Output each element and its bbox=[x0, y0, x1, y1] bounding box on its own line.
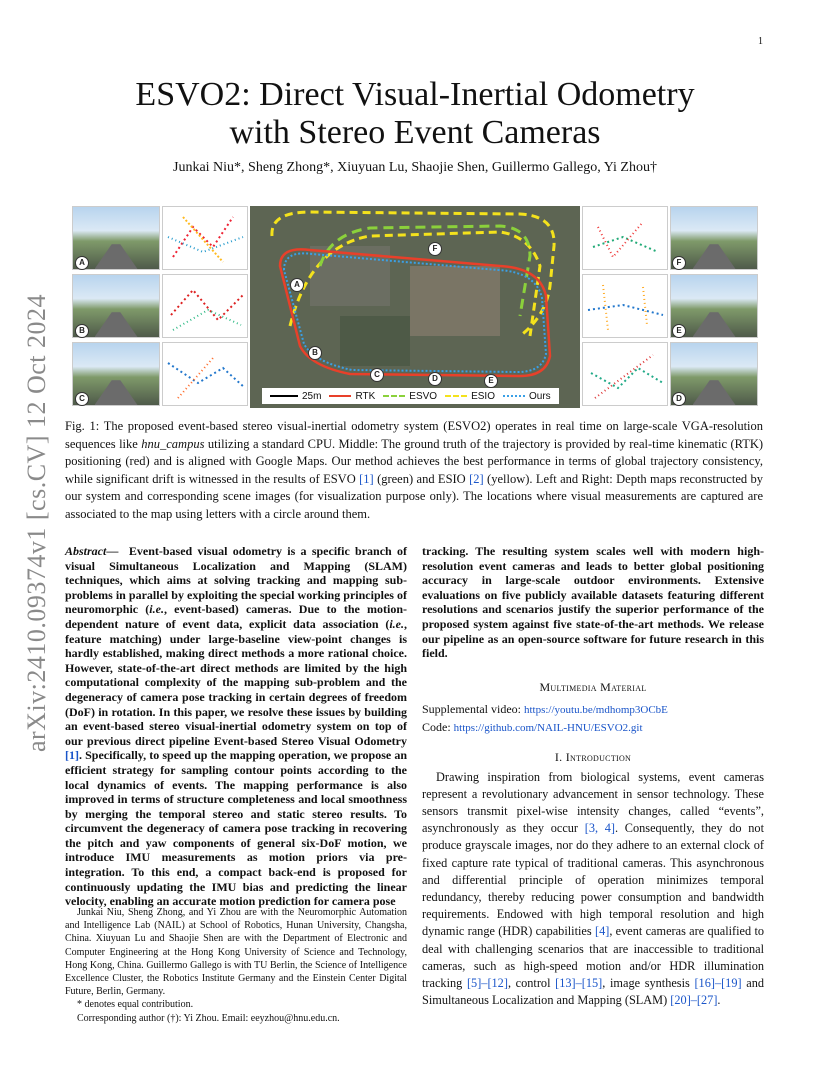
legend-esio bbox=[445, 391, 495, 402]
video-label: Supplemental video: bbox=[422, 701, 521, 716]
map-letter-e: E bbox=[484, 374, 498, 388]
caption-ref-1[interactable]: [1] bbox=[359, 471, 374, 486]
paper-title bbox=[72, 76, 758, 152]
intro-ref-2[interactable]: [4] bbox=[594, 924, 610, 939]
footnote-affiliations: Junkai Niu, Sheng Zhong, and Yi Zhou are with the Neuromorphic Automation and Intelligence Lab (NAIL) at School of Robotics, Hunan University, Changsha, China. Xiuyuan Lu and Shaojie Shen are with the Department of Electronic and Computer Engineering at the Hong Kong University of Science and Technology, Hong Kong, China. Guillermo Gallego is with TU Berlin, the Science of Intelligence Excellence Cluster, the Robotics Institute Germany and the Einstein Center Digital Future, Berlin, Germany. bbox=[65, 907, 407, 998]
code-line bbox=[422, 719, 764, 737]
letter-badge-f: F bbox=[672, 256, 686, 270]
caption-text-3: (green) and ESIO bbox=[377, 471, 466, 486]
footnote bbox=[65, 906, 407, 1025]
title-line-1: ESVO2: Direct Visual-Inertial Odometry bbox=[135, 76, 695, 113]
caption-text-1: The proposed event-based stereo visual-inertial odometry system (ESVO2) operates in real time on large-scale VGA-resolution sequences like bbox=[65, 419, 764, 451]
abstract-label: Abstract bbox=[65, 544, 107, 558]
multimedia-section bbox=[422, 680, 764, 737]
depth-map-d bbox=[582, 342, 668, 406]
intro-text-7: . bbox=[717, 993, 721, 1008]
map-letter-a: A bbox=[290, 278, 304, 292]
depth-points-a bbox=[163, 207, 248, 270]
legend-esvo-label: ESVO bbox=[409, 390, 438, 402]
letter-badge-b: B bbox=[75, 324, 89, 338]
legend-rtk-label: RTK bbox=[355, 390, 376, 402]
supplemental-video-line bbox=[422, 701, 764, 719]
letter-badge-a: A bbox=[75, 256, 89, 270]
intro-ref-3[interactable]: [5]–[12] bbox=[466, 976, 508, 991]
abstract-continued bbox=[422, 544, 764, 661]
code-link[interactable]: https://github.com/NAIL-HNU/ESVO2.git bbox=[453, 721, 643, 734]
map-letter-b: B bbox=[308, 346, 322, 360]
code-label: Code: bbox=[422, 719, 451, 734]
video-link[interactable]: https://youtu.be/mdhomp3OCbE bbox=[523, 703, 668, 716]
map-letter-f: F bbox=[428, 242, 442, 256]
abstract-text-1: Event-based visual odometry is a specific branch of visual Simultaneous Localization and Mapping (SLAM) techniques, which aims at solving tracking and mapping sub-problems in parallel by exploiting the special working principles of neuromorphic ( bbox=[65, 544, 407, 617]
depth-points-b bbox=[163, 275, 248, 338]
footnote-equal-contribution: * denotes equal contribution. bbox=[77, 999, 194, 1011]
letter-badge-e: E bbox=[672, 324, 686, 338]
intro-text-3: , event cameras are qualified to deal with challenging scenarios that are inaccessible to traditional cameras, such as high-speed motion and/or HDR illumination tracking bbox=[422, 924, 765, 991]
depth-map-c bbox=[162, 342, 248, 406]
legend-rtk bbox=[329, 391, 375, 402]
depth-points-d bbox=[583, 343, 668, 406]
trajectory-map bbox=[250, 206, 580, 408]
intro-ref-4[interactable]: [13]–[15] bbox=[555, 976, 603, 991]
depth-points-c bbox=[163, 343, 248, 406]
map-legend bbox=[262, 388, 559, 404]
abstract: Abstract— Event-based visual odometry is a specific branch of visual Simultaneous Localization and Mapping (SLAM) techniques, which aims at solving tracking and mapping sub-problems in parallel by exploiting the special working principles of neuromorphic (i.e., event-based) cameras. Due to the motion-dependent nature of event data, explicit data association (i.e., feature matching) under large-baseline view-point changes is hardly established, making direct methods a more rational choice. However, state-of-the-art direct methods are limited by the high computational complexity of the mapping sub-problem and the degeneracy of camera pose tracking in certain degrees of freedom (DoF) in rotation. In this paper, we resolve these issues by building an event-based stereo visual-inertial odometry system on top of our previous direct pipeline Event-based Stereo Visual Odometry [1]. Specifically, to speed up the mapping operation, we propose an efficient strategy for sampling contour points according to the local dynamics of events. The mapping performance is also improved in terms of structure completeness and local smoothness by merging the temporal stereo and static stereo results. To circumvent the degeneracy of camera pose tracking in recovering the pitch and yaw components of general six-DoF motion, we introduce IMU measurements as motion priors via pre-integration. To this end, a compact back-end is proposed for continuously updating the IMU bias and predicting the linear velocity, enabling an accurate motion prediction for camera pose bbox=[65, 544, 407, 909]
arxiv-id-text: arXiv:2410.09374v1 [cs.CV] 12 Oct 2024 bbox=[22, 293, 51, 753]
depth-points-e bbox=[583, 275, 668, 338]
intro-ref-6[interactable]: [20]–[27] bbox=[670, 993, 718, 1008]
arxiv-watermark bbox=[18, 288, 56, 758]
intro-text-6: and Simultaneous Localization and Mapping (SLAM) bbox=[422, 976, 764, 1008]
title-line-2: with Stereo Event Cameras bbox=[229, 114, 601, 151]
intro-ref-5[interactable]: [16]–[19] bbox=[694, 976, 742, 991]
multimedia-heading: Multimedia Material bbox=[539, 680, 647, 694]
caption-ref-2[interactable]: [2] bbox=[469, 471, 484, 486]
caption-text-2: utilizing a standard CPU. Middle: The ground truth of the trajectory is provided by real-time kinematic (RTK) positioning (red) and is aligned with Google Maps. Our method achieves the best performance in terms of global trajectory consistency, while significant drift is witnessed in the results of ESVO bbox=[65, 436, 764, 486]
legend-ours bbox=[503, 391, 551, 402]
teaser-figure bbox=[72, 206, 758, 408]
depth-map-f bbox=[582, 206, 668, 270]
caption-text-4: (yellow). Left and Right: Depth maps reconstructed by our system and corresponding scene images (for visualization purpose only). The locations where visual measurements are captured are associated to the map using letters with a circle around them. bbox=[65, 471, 764, 521]
intro-text-4: , control bbox=[507, 976, 551, 991]
abstract-text-4: . Specifically, to speed up the mapping operation, we propose an efficient strategy for sampling contour points according to the local dynamics of events. The mapping performance is also improved in terms of structure completeness and local smoothness by merging the temporal stereo and static stereo results. To circumvent the degeneracy of camera pose tracking in recovering the pitch and yaw components of general six-DoF motion, we introduce IMU measurements as motion priors via pre-integration. To this end, a compact back-end is proposed for continuously updating the IMU bias and predicting the linear velocity, enabling an accurate motion prediction for camera pose bbox=[65, 748, 407, 909]
intro-text-2: . Consequently, they do not produce grayscale images, nor do they adhere to an external clock of fixed capture rate typical of traditional cameras. This asynchronous and differential principle of operation minimizes temporal redundancy, thereby reducing power consumption and bandwidth requirements. Endowed with high temporal resolution and high dynamic range (HDR) capabilities bbox=[422, 821, 764, 939]
map-letter-c: C bbox=[370, 368, 384, 382]
depth-map-b bbox=[162, 274, 248, 338]
abstract-ie-2: i.e. bbox=[389, 616, 404, 631]
abstract-text-2: , event-based) cameras. Due to the motion-dependent nature of event data, explicit data association ( bbox=[65, 602, 407, 631]
depth-points-f bbox=[583, 207, 668, 270]
letter-badge-d: D bbox=[672, 392, 686, 406]
depth-map-e bbox=[582, 274, 668, 338]
map-letter-d: D bbox=[428, 372, 442, 386]
figure-caption bbox=[65, 418, 763, 523]
abstract-text-3: , feature matching) under large-baseline view-point changes is hardly established, making direct methods a more rational choice. However, state-of-the-art direct methods are limited by the high computational complexity of the mapping sub-problem and the degeneracy of camera pose tracking in certain degrees of freedom (DoF) in rotation. In this paper, we resolve these issues by building an event-based stereo visual-inertial odometry system on top of our previous direct pipeline Event-based Stereo Visual Odometry bbox=[65, 616, 407, 748]
map-trajectories bbox=[250, 206, 580, 408]
depth-map-a bbox=[162, 206, 248, 270]
author-list: Junkai Niu*, Sheng Zhong*, Xiuyuan Lu, Shaojie Shen, Guillermo Gallego, Yi Zhou† bbox=[173, 160, 657, 175]
introduction-paragraph bbox=[422, 769, 764, 1010]
scale-bar bbox=[270, 391, 321, 402]
intro-text-1: Drawing inspiration from biological systems, event cameras represent a revolutionary advancement in sensor technology. These sensors transmit pixel-wise intensity changes, called “events”, asynchronously as they occur bbox=[422, 769, 764, 836]
intro-ref-1[interactable]: [3, 4] bbox=[584, 821, 616, 836]
introduction-heading: I. Introduction bbox=[554, 750, 632, 764]
letter-badge-c: C bbox=[75, 392, 89, 406]
caption-label: Fig. 1: bbox=[65, 419, 100, 433]
caption-dataset-name: hnu_campus bbox=[141, 436, 205, 451]
introduction-section bbox=[422, 750, 764, 1009]
footnote-corresponding-author: Corresponding author (†): Yi Zhou. Email: eeyzhou@hnu.edu.cn. bbox=[77, 1012, 340, 1024]
page-number: 1 bbox=[758, 36, 763, 47]
legend-esvo bbox=[383, 391, 437, 402]
legend-ours-label: Ours bbox=[528, 390, 551, 402]
legend-esio-label: ESIO bbox=[471, 390, 495, 402]
intro-text-5: , image synthesis bbox=[602, 976, 690, 991]
scale-label: 25m bbox=[302, 390, 322, 402]
abstract-text-5: tracking. The resulting system scales well with modern high-resolution event cameras and leads to better global positioning accuracy in large-scale outdoor environments. Extensive evaluations on five publicly available datasets featuring different resolutions and scenarios justify the superior performance of the proposed system against five state-of-the-art methods. We release our pipeline as an open-source software for future research in this field. bbox=[422, 544, 764, 661]
abstract-ref-1[interactable]: [1] bbox=[65, 748, 79, 763]
abstract-ie-1: i.e. bbox=[149, 602, 164, 617]
